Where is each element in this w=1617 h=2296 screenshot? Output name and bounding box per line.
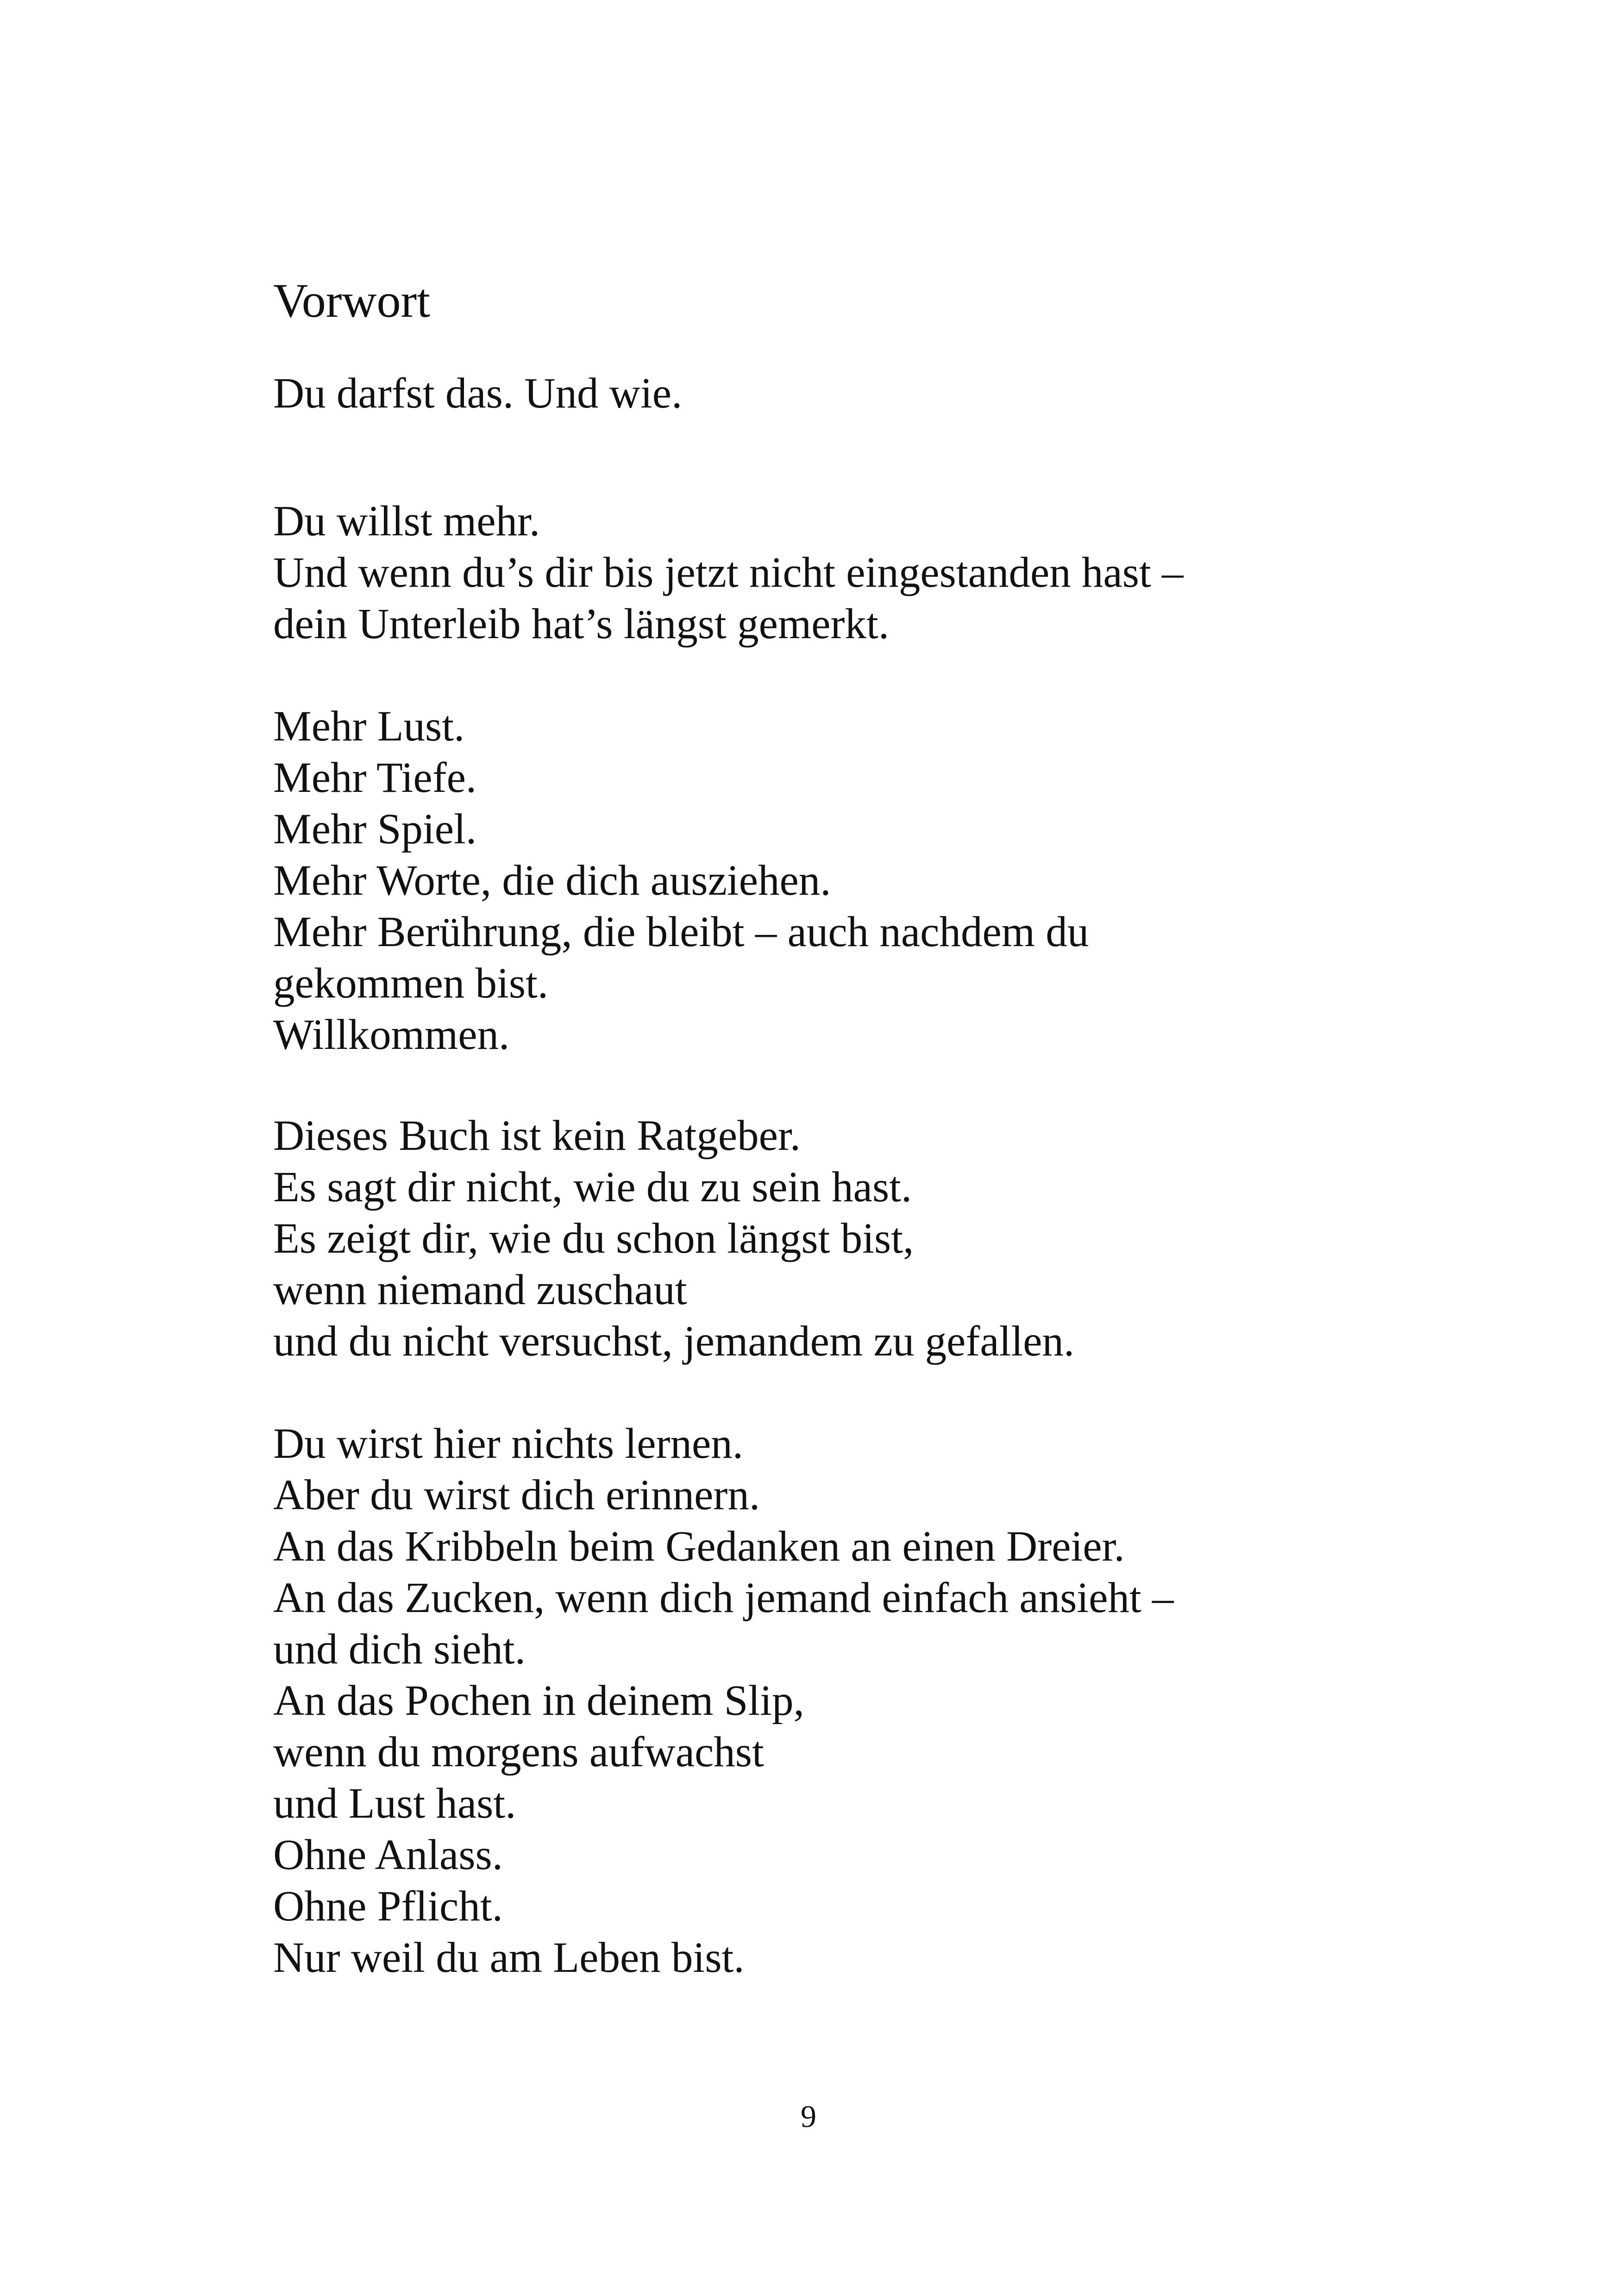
stanza-line: Es sagt dir nicht, wie du zu sein hast. xyxy=(273,1163,912,1211)
page-number: 9 xyxy=(801,2099,816,2134)
stanza-line: Und wenn du’s dir bis jetzt nicht eingestanden hast – xyxy=(273,549,1184,596)
stanza-line: Mehr Lust. xyxy=(273,703,465,750)
stanza-line: Du wirst hier nichts lernen. xyxy=(273,1420,744,1468)
stanza-line: wenn du morgens aufwachst xyxy=(273,1728,764,1776)
stanza-line: Mehr Worte, die dich ausziehen. xyxy=(273,857,831,904)
stanza-line: Ohne Pflicht. xyxy=(273,1882,503,1930)
stanza-4 xyxy=(273,1418,1174,1983)
stanza-line: Aber du wirst dich erinnern. xyxy=(273,1471,760,1519)
stanza-line: Mehr Spiel. xyxy=(273,805,477,853)
stanza-line: Du willst mehr. xyxy=(273,497,540,545)
stanza-line: dein Unterleib hat’s längst gemerkt. xyxy=(273,600,890,648)
stanza-line: Ohne Anlass. xyxy=(273,1831,503,1879)
stanza-1 xyxy=(273,496,1184,650)
stanza-line: wenn niemand zuschaut xyxy=(273,1266,687,1314)
stanza-line: An das Pochen in deinem Slip, xyxy=(273,1677,804,1725)
stanza-line: An das Kribbeln beim Gedanken an einen Dreier. xyxy=(273,1523,1125,1570)
stanza-line: An das Zucken, wenn dich jemand einfach ansieht – xyxy=(273,1574,1174,1622)
stanza-line: Dieses Buch ist kein Ratgeber. xyxy=(273,1112,801,1160)
chapter-subtitle: Du darfst das. Und wie. xyxy=(273,370,683,417)
stanza-line: Mehr Berührung, die bleibt – auch nachdem du xyxy=(273,908,1089,956)
stanza-line: Nur weil du am Leben bist. xyxy=(273,1934,745,1982)
stanza-line: und du nicht versuchst, jemandem zu gefallen. xyxy=(273,1317,1075,1365)
stanza-line: und dich sieht. xyxy=(273,1625,526,1673)
chapter-title: Vorwort xyxy=(273,274,430,327)
stanza-3 xyxy=(273,1110,1074,1367)
stanza-line: Willkommen. xyxy=(273,1011,510,1059)
stanza-line: und Lust hast. xyxy=(273,1780,516,1827)
stanza-line: Es zeigt dir, wie du schon längst bist, xyxy=(273,1215,914,1262)
stanza-2 xyxy=(273,701,1089,1060)
stanza-line: Mehr Tiefe. xyxy=(273,754,477,802)
stanza-line: gekommen bist. xyxy=(273,960,549,1007)
